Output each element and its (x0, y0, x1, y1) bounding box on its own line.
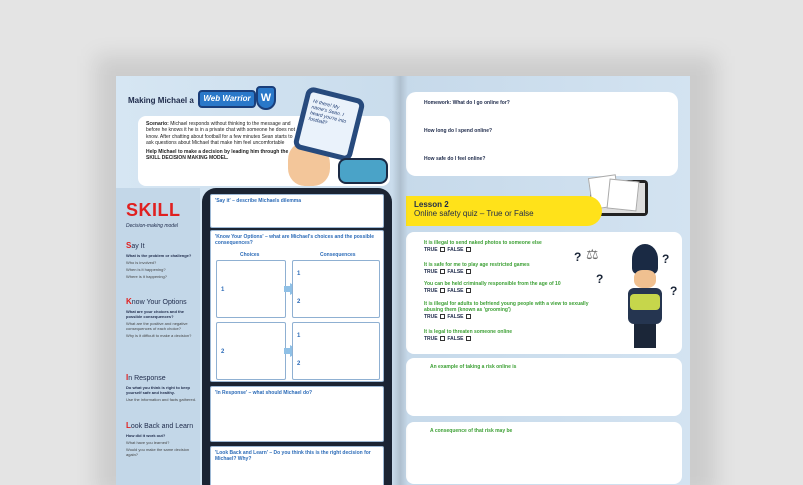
quiz-statement: It is illegal for adults to befriend young people with a view to sexually abusing them (known as 'grooming') (424, 301, 589, 313)
book-gutter (392, 76, 408, 485)
homework-box (406, 92, 678, 176)
in-response-box: 'In Response' – what should Michael do? (210, 386, 384, 442)
quiz-statement: It is illegal to send naked photos to someone else (424, 240, 542, 246)
step-detail: Use the information and facts gathered. (126, 397, 197, 402)
consequence-cell (292, 260, 380, 318)
consequences-header: Consequences (320, 252, 356, 258)
step-detail: What are the positive and negative consequences of each choice? (126, 321, 188, 331)
quiz-item (424, 281, 594, 294)
consequence-number: 1 (297, 271, 301, 277)
step-heading: ay It (131, 243, 145, 250)
true-checkbox (440, 336, 445, 341)
step-heading: ook Back and Learn (130, 423, 194, 430)
false-label: FALSE (447, 247, 464, 253)
know-options-prompt: 'Know Your Options' – what are Michael's choices and the possible consequences? (215, 234, 374, 246)
scenario-instruction: Help Michael to make a decision by leading him through the SKILL DECISION MAKING MODEL. (146, 148, 289, 162)
step-initial: I (126, 373, 129, 382)
quiz-statement: You can be held criminally responsible from the age of 10 (424, 281, 561, 287)
skill-subtitle: Decision-making model (126, 223, 178, 229)
quiz-item (424, 262, 594, 275)
step-question: What are your choices and the possible consequences? (126, 309, 185, 319)
consequence-prompt: A consequence of that risk may be (430, 428, 513, 434)
step-detail: When is it happening? (126, 267, 166, 272)
face-illustration (634, 270, 656, 288)
false-label: FALSE (447, 269, 464, 275)
false-checkbox (466, 336, 471, 341)
step-question: How did it work out? (126, 433, 166, 438)
true-label: TRUE (424, 336, 438, 342)
skill-step-say-it (126, 242, 198, 279)
family-photo-illustration (607, 179, 640, 212)
choices-header: Choices (240, 252, 260, 258)
sofa-illustration (338, 158, 388, 184)
true-label: TRUE (424, 314, 438, 320)
step-detail: Where is it happening? (126, 274, 167, 279)
false-checkbox (466, 269, 471, 274)
police-officer-illustration (624, 244, 668, 348)
true-checkbox (440, 288, 445, 293)
consequence-number: 1 (297, 333, 301, 339)
legs-illustration (634, 324, 656, 348)
left-page (116, 76, 400, 485)
scenario-text: Michael responds without thinking to the message and before he knows it he is in a private chat with someone he does not know. After chatting about football for a few minutes Sean starts to ask questions about Michael that make him feel uncomfortable (146, 121, 295, 147)
false-checkbox (466, 288, 471, 293)
consequence-cell (292, 322, 380, 380)
step-question: What is the problem or challenge? (126, 253, 192, 258)
consequence-number: 2 (297, 299, 301, 305)
step-detail: Why is it difficult to make a decision? (126, 333, 192, 338)
scenario-label: Scenario: (146, 121, 169, 127)
skill-step-in-response (126, 374, 198, 402)
risk-prompt: An example of taking a risk online is (430, 364, 517, 370)
page-title: Making Michael a (128, 96, 194, 105)
homework-question: Homework: What do I go online for? (424, 100, 510, 106)
risk-answer-box (406, 358, 682, 416)
true-checkbox (440, 247, 445, 252)
false-checkbox (466, 314, 471, 319)
homework-question: How safe do I feel online? (424, 156, 486, 162)
consequence-answer-box (406, 422, 682, 484)
step-question: Do what you think is right to keep yourself safe and healthy. (126, 385, 191, 395)
lesson-title: Online safety quiz – True or False (414, 209, 534, 218)
false-label: FALSE (447, 288, 464, 294)
hi-vis-illustration (630, 294, 660, 310)
scales-icon: ⚖ (586, 246, 599, 262)
quiz-item (424, 301, 594, 320)
step-detail: Who is involved? (126, 260, 157, 265)
question-mark-icon: ? (596, 272, 604, 286)
phone-message: Hi there! My name's Sean. I heard you're into football? (298, 92, 360, 156)
skill-step-look-back (126, 422, 198, 457)
step-detail: What have you learned? (126, 440, 170, 445)
choice-number: 1 (221, 287, 225, 293)
step-detail: Would you make the same decision again? (126, 447, 190, 457)
step-heading: now Your Options (131, 299, 187, 306)
true-checkbox (440, 269, 445, 274)
right-page (400, 76, 690, 485)
false-label: FALSE (447, 314, 464, 320)
choice-cell (216, 260, 286, 318)
choice-number: 2 (221, 349, 225, 355)
consequence-number: 2 (297, 361, 301, 367)
shield-icon: W (256, 86, 276, 110)
question-mark-icon: ? (662, 252, 670, 266)
question-mark-icon: ? (670, 284, 678, 298)
false-checkbox (466, 247, 471, 252)
skill-title: SKILL (126, 200, 181, 220)
web-warrior-logo: Web Warrior (198, 90, 256, 108)
true-label: TRUE (424, 247, 438, 253)
step-initial: K (126, 297, 132, 306)
quiz-statement: It is safe for me to play age restricted games (424, 262, 530, 268)
step-initial: L (126, 421, 131, 430)
say-it-box: 'Say it' – describe Michaels dilemma (210, 194, 384, 228)
choice-cell (216, 322, 286, 380)
quiz-item (424, 329, 594, 342)
skill-step-know-options (126, 298, 198, 338)
lesson-banner (406, 196, 602, 226)
homework-question: How long do I spend online? (424, 128, 493, 134)
true-label: TRUE (424, 269, 438, 275)
step-initial: S (126, 241, 132, 250)
step-heading: n Response (128, 375, 166, 382)
true-checkbox (440, 314, 445, 319)
quiz-item (424, 240, 594, 253)
question-mark-icon: ? (574, 250, 582, 264)
true-label: TRUE (424, 288, 438, 294)
quiz-statement: It is legal to threaten someone online (424, 329, 513, 335)
false-label: FALSE (447, 336, 464, 342)
lesson-number: Lesson 2 (414, 200, 449, 209)
look-back-box: 'Look Back and Learn' – Do you think this is the right decision for Michael? Why? (210, 446, 384, 485)
